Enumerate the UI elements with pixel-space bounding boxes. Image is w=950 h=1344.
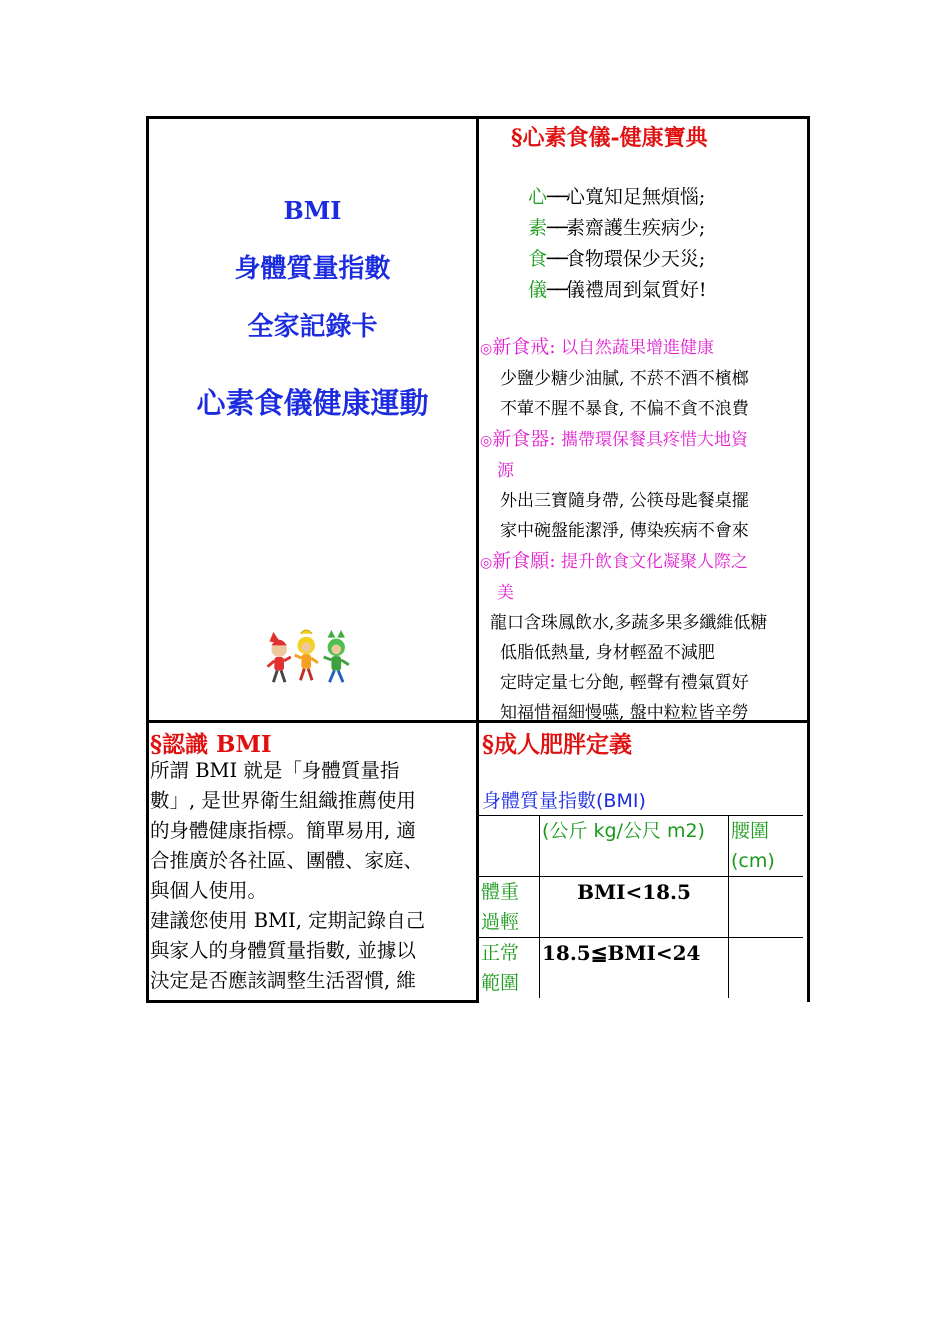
title-bmi: BMI — [283, 196, 342, 225]
poem-line: 素──素齋護生疾病少; — [528, 217, 706, 239]
rule-line: 不葷不腥不暴食, 不偏不貪不浪費 — [500, 399, 749, 419]
obesity-definition-table — [479, 815, 803, 998]
text-line: 合推廣於各社區、團體、家庭、 — [150, 849, 424, 872]
text-line: 與家人的身體質量指數, 並據以 — [150, 939, 416, 962]
table-row — [479, 877, 803, 938]
poem-line: 儀──儀禮周到氣質好! — [528, 279, 707, 301]
table-row — [479, 938, 803, 999]
rule-line: 外出三寶隨身帶, 公筷母匙餐桌擺 — [500, 491, 749, 511]
rule-heading-cont: 源 — [497, 461, 514, 481]
text-line: 的身體健康指標。簡單易用, 適 — [150, 819, 416, 842]
rule-line: 定時定量七分飽, 輕聲有禮氣質好 — [500, 673, 749, 693]
bmi-intro-text — [150, 756, 472, 996]
rule-line: 少鹽少糖少油膩, 不菸不酒不檳榔 — [500, 369, 749, 389]
guide-heading: §心素食儀-健康寶典 — [511, 125, 708, 151]
rule-heading-cont: 美 — [497, 583, 514, 603]
yellow-mascot-icon — [295, 630, 318, 680]
rule-line: 龍口含珠鳳飲水,多蔬多果多纖維低糖 — [490, 613, 768, 633]
bullet-icon: ◎ — [480, 555, 493, 571]
bmi-label: 身體質量指數(BMI) — [482, 790, 646, 812]
four-line-poem — [528, 182, 707, 306]
green-mascot-icon — [324, 630, 349, 682]
text-line: 決定是否應該調整生活習慣, 維 — [150, 969, 416, 992]
waist-header: 腰圍(cm) — [729, 816, 804, 877]
rule-line: 知福惜福細慢嚥, 盤中粒粒皆辛勞 — [500, 703, 749, 723]
text-line: 所謂 BMI 就是「身體質量指 — [150, 759, 400, 782]
table-header-row — [479, 816, 803, 877]
poem-line: 食──食物環保少天災; — [528, 248, 706, 270]
bullet-icon: ◎ — [480, 341, 493, 357]
bmi-range: BMI<18.5 — [540, 877, 729, 938]
rule-heading: ◎新食願: 提升飲食文化凝聚人際之 — [480, 550, 749, 572]
poem-line: 心──心寬知足無煩惱; — [528, 186, 706, 208]
row-label: 體重過輕 — [479, 877, 540, 938]
title-family-record: 全家記錄卡 — [247, 312, 378, 342]
red-mascot-icon — [268, 632, 291, 682]
obesity-definition-heading: §成人肥胖定義 — [482, 731, 633, 758]
rule-line: 低脂低熱量, 身材輕盈不減肥 — [500, 643, 715, 663]
waist-value — [729, 877, 804, 938]
text-line: 與個人使用。 — [150, 879, 268, 902]
table-cell — [479, 816, 540, 877]
new-diet-rules — [480, 332, 805, 728]
text-line: 建議您使用 BMI, 定期記錄自己 — [150, 909, 426, 932]
title-bmi-chinese: 身體質量指數 — [234, 254, 391, 284]
bmi-range: 18.5≦BMI<24 — [540, 938, 729, 999]
rule-line: 家中碗盤能潔淨, 傳染疾病不會來 — [500, 521, 749, 541]
rule-heading: ◎新食戒: 以自然蔬果增進健康 — [480, 336, 715, 358]
row-label: 正常範圍 — [479, 938, 540, 999]
mascots-illustration — [264, 628, 364, 688]
card-title — [149, 196, 476, 420]
title-campaign: 心素食儀健康運動 — [196, 386, 429, 420]
text-line: 數」, 是世界衛生組織推薦使用 — [150, 789, 416, 812]
bullet-icon: ◎ — [480, 433, 493, 449]
waist-value — [729, 938, 804, 999]
unit-header: (公斤 kg/公尺 m2) — [540, 816, 729, 877]
bmi-intro-heading: §認識 BMI — [150, 731, 272, 758]
rule-heading: ◎新食器: 攜帶環保餐具疼惜大地資 — [480, 428, 749, 450]
